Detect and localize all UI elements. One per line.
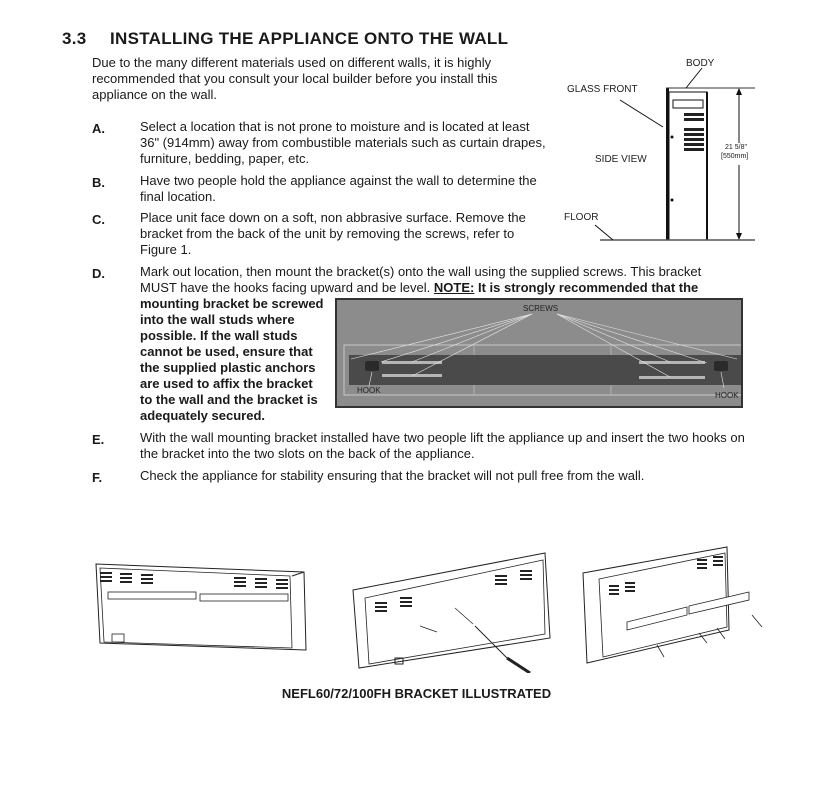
note-line: mounting bracket be screwed bbox=[140, 296, 324, 311]
bracket-photo-drawing bbox=[337, 300, 741, 406]
step-d-line2 bbox=[140, 280, 698, 296]
step-f-letter: F. bbox=[92, 470, 103, 485]
step-c-text: Place unit face down on a soft, non abbrasive surface. Remove the bracket from the back of the unit by removing the screws, refer to Figure 1. bbox=[140, 210, 526, 257]
bracket-illustration-3 bbox=[577, 545, 777, 670]
bracket-illustration-1 bbox=[92, 558, 332, 658]
step-b-letter: B. bbox=[92, 175, 105, 190]
side-view-label: SIDE VIEW bbox=[595, 154, 647, 165]
figure-caption: NEFL60/72/100FH BRACKET ILLUSTRATED bbox=[281, 686, 552, 701]
step-e-text: With the wall mounting bracket installed have two people lift the appliance up and insert the two hooks on the bracket into the two slots on the back of the appliance. bbox=[140, 430, 745, 461]
step-a-letter: A. bbox=[92, 121, 105, 136]
section-number: 3.3 bbox=[62, 29, 87, 48]
dimension-inches: 21 5/8" bbox=[725, 144, 747, 151]
step-f-text: Check the appliance for stability ensuring that the bracket will not pull free from the wall. bbox=[140, 468, 645, 483]
hook-left-label: HOOK bbox=[357, 386, 381, 395]
step-e-letter: E. bbox=[92, 432, 105, 447]
step-d-line2-text: MUST have the hooks facing upward and be level. bbox=[140, 280, 431, 295]
floor-label: FLOOR bbox=[564, 212, 599, 223]
dimension-mm: [550mm] bbox=[721, 153, 749, 160]
note-line: possible. If the wall studs bbox=[140, 328, 298, 343]
intro-paragraph: Due to the many different materials used on different walls, it is highly recommended that you consult your local builder before you install this appliance on the wall. bbox=[92, 55, 498, 102]
note-line: adequately secured. bbox=[140, 408, 265, 423]
note-line: the supplied plastic anchors bbox=[140, 360, 316, 375]
note-line-start: It is strongly recommended that the bbox=[477, 280, 699, 295]
note-line: into the wall studs where bbox=[140, 312, 295, 327]
appliance-bracket-screws-drawing bbox=[577, 545, 777, 670]
screws-label: SCREWS bbox=[523, 304, 559, 313]
appliance-back-drawing bbox=[92, 558, 332, 658]
appliance-screwdriver-drawing bbox=[345, 548, 570, 673]
step-a-text: Select a location that is not prone to moisture and is located at least 36" (914mm) away from combustible materials such as curtain drapes, furniture, bedding, paper, etc. bbox=[140, 119, 546, 166]
note-line: to the wall and the bracket is bbox=[140, 392, 318, 407]
step-c-letter: C. bbox=[92, 212, 105, 227]
note-label: NOTE: bbox=[433, 280, 475, 295]
note-text bbox=[140, 296, 335, 424]
step-d-line1: Mark out location, then mount the bracket(s) onto the wall using the supplied screws. This bracket bbox=[140, 264, 702, 279]
note-line: cannot be used, ensure that bbox=[140, 344, 313, 359]
step-d-letter: D. bbox=[92, 266, 105, 281]
side-view-diagram bbox=[555, 55, 785, 250]
bracket-photo bbox=[335, 298, 743, 408]
step-b-text: Have two people hold the appliance against the wall to determine the final location. bbox=[140, 173, 537, 204]
note-line: are used to affix the bracket bbox=[140, 376, 313, 391]
section-title: INSTALLING THE APPLIANCE ONTO THE WALL bbox=[110, 29, 509, 48]
glass-front-label: GLASS FRONT bbox=[567, 84, 638, 95]
bracket-illustration-2 bbox=[345, 548, 570, 673]
hook-right-label: HOOK bbox=[715, 391, 739, 400]
body-label: BODY bbox=[686, 58, 715, 69]
